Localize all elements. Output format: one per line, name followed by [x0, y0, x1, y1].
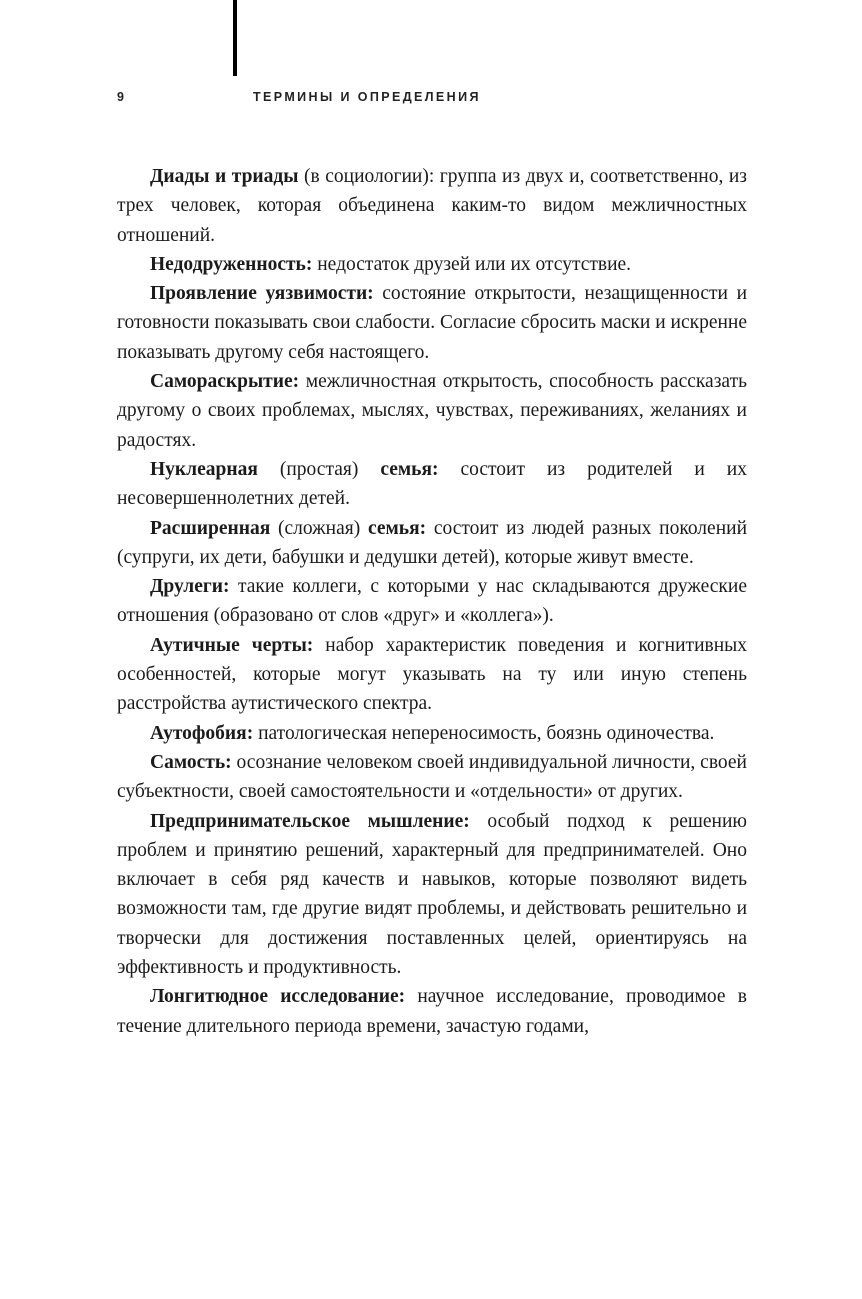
top-vertical-rule — [233, 0, 237, 76]
term: Недодруженность: — [150, 253, 313, 275]
term: Аутофобия: — [150, 722, 254, 744]
term: семья: — [380, 458, 439, 480]
paragraph — [117, 162, 747, 250]
definition-text: межличностная открытость, способность рассказать другому о своих проблемах, мыслях, чувствах, переживаниях, желаниях и радостях. — [117, 371, 747, 451]
term: Самораскрытие: — [150, 371, 300, 393]
definition-text: (в социологии): группа из двух и, соответственно, из трех человек, которая объединена каким-то видом межличностных отношений. — [117, 166, 747, 246]
paragraph — [117, 279, 747, 367]
term: Проявление уязвимости: — [150, 283, 374, 305]
term: Лонгитюдное исследование: — [150, 986, 406, 1008]
paragraph — [117, 514, 747, 573]
paragraph — [117, 250, 747, 279]
paragraph — [117, 572, 747, 631]
page-number: 9 — [117, 90, 126, 104]
paragraph — [117, 367, 747, 455]
definition-text: осознание человеком своей индивидуальной личности, своей субъектности, своей самостоятельности и «отдельности» от других. — [117, 751, 747, 803]
term: Друлеги: — [150, 576, 230, 598]
term: Нуклеарная — [150, 458, 258, 480]
term: семья: — [367, 517, 427, 539]
body-text — [117, 162, 747, 1041]
term: Предпринимательское мышление: — [150, 810, 470, 832]
paragraph — [117, 982, 747, 1041]
definition-text: научное исследование, проводимое в течение длительного периода времени, зачастую годами, — [117, 986, 747, 1037]
definition-text: такие коллеги, с которыми у нас складываются дружеские отношения (образовано от слов «друг» и «коллега»). — [117, 576, 747, 627]
definition-text: патологическая непереносимость, боязнь одиночества. — [253, 722, 715, 744]
definition-text: недостаток друзей или их отсутствие. — [312, 253, 632, 275]
paragraph — [117, 807, 747, 983]
definition-text: состоит из людей разных поколений (супруги, их дети, бабушки и дедушки детей), которые живут вместе. — [117, 517, 748, 568]
definition-text: особый подход к решению проблем и принятию решений, характерный для предпринимателей. Оно включает в себя ряд качеств и навыков, которые позволяют видеть возможности там, где другие видят проблемы, и действовать решительно и творчески для достижения поставленных целей, ориентируясь на эффективность и продуктивность. — [117, 810, 747, 979]
definition-text: (простая) — [257, 458, 381, 480]
paragraph — [117, 455, 747, 514]
definition-text: состояние открытости, незащищенности и готовности показывать свои слабости. Согласие сбросить маски и искренне показывать другому себя настоящего. — [117, 283, 748, 363]
running-head-title: ТЕРМИНЫ И ОПРЕДЕЛЕНИЯ — [253, 90, 481, 104]
term: Расширенная — [150, 517, 271, 539]
definition-text: состоит из родителей и их несовершеннолетних детей. — [117, 458, 747, 510]
term: Аутичные черты: — [150, 634, 314, 656]
paragraph — [117, 719, 747, 748]
paragraph — [117, 748, 747, 807]
definition-text: набор характеристик поведения и когнитивных особенностей, которые могут указывать на ту или иную степень расстройства аутистического спектра. — [117, 634, 747, 715]
term: Самость: — [150, 751, 232, 773]
term: Диады и триады — [150, 166, 299, 187]
definition-text: (сложная) — [270, 517, 368, 539]
paragraph — [117, 631, 747, 719]
